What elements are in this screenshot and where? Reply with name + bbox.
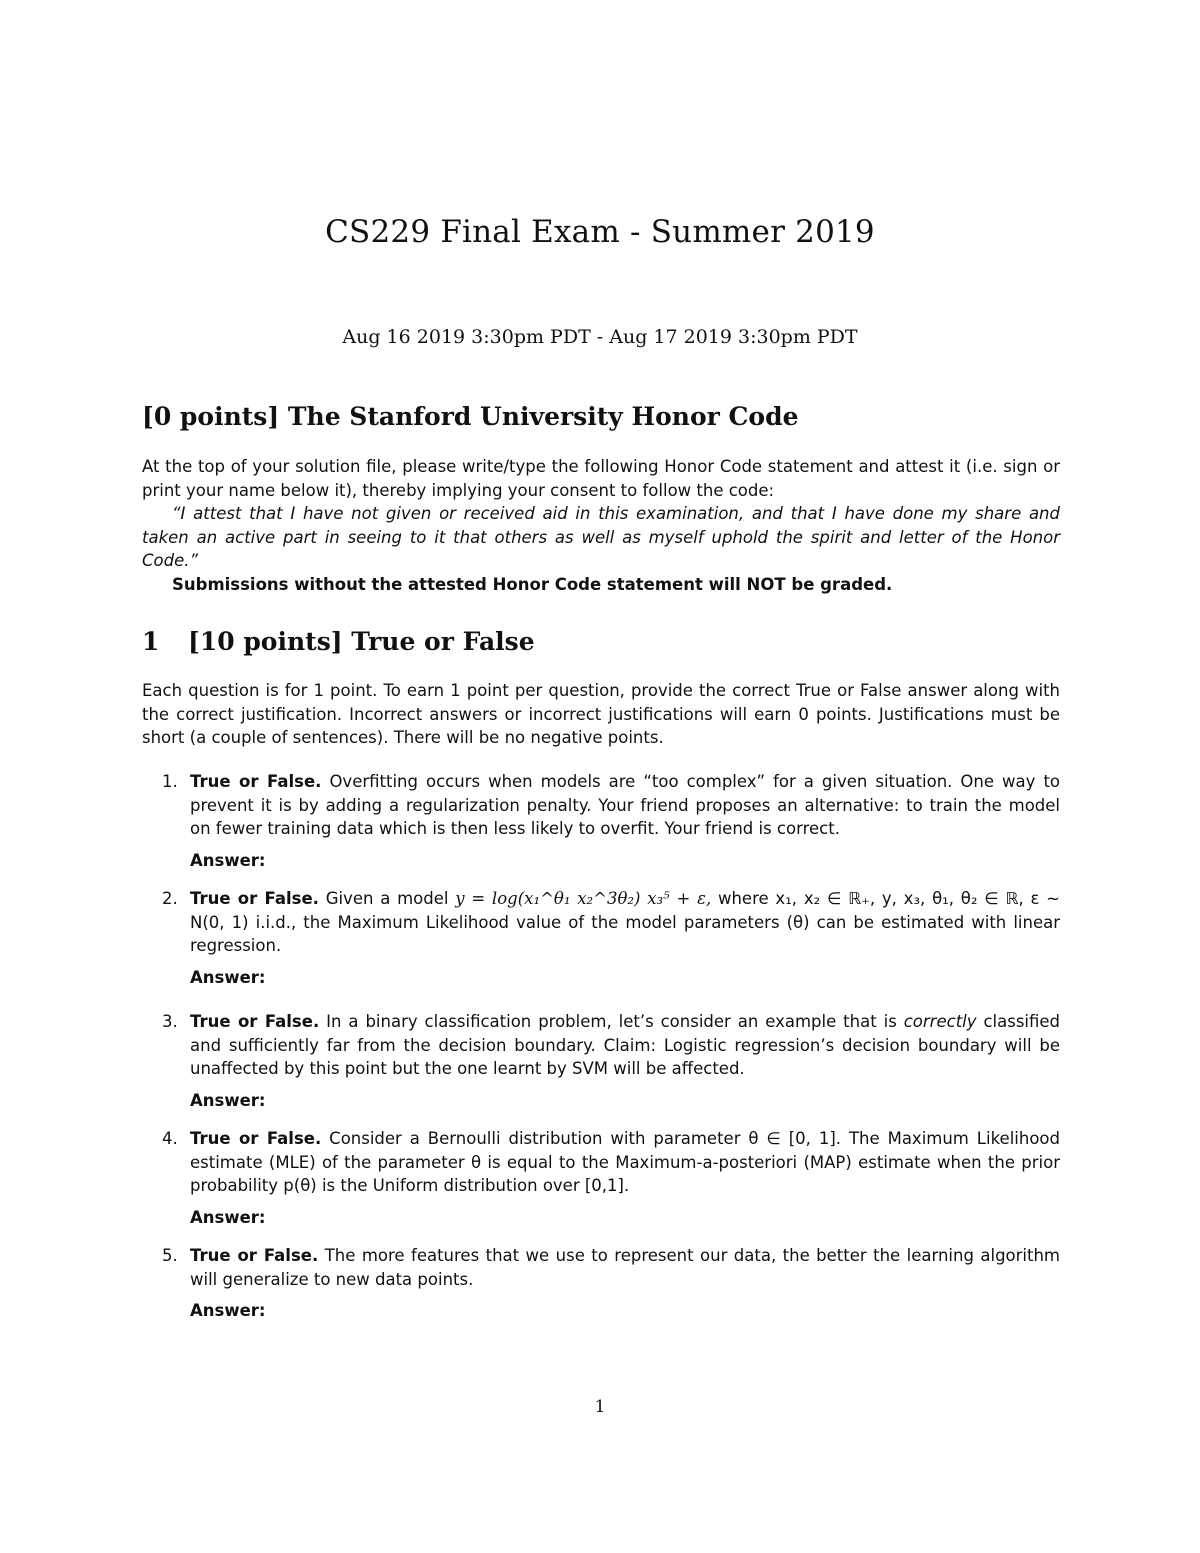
answer-label: Answer: xyxy=(190,850,266,870)
honor-code-block xyxy=(142,455,1060,596)
question-1 xyxy=(162,770,1060,872)
question-2 xyxy=(162,887,1060,989)
question-text-a: Given a model xyxy=(325,889,449,908)
true-or-false-label: True or False. xyxy=(190,1129,322,1148)
question-number: 3. xyxy=(162,1012,178,1031)
page-number: 1 xyxy=(594,1397,606,1417)
emphasis-text: correctly xyxy=(903,1012,977,1031)
question-body xyxy=(190,1010,1060,1081)
section-title: [10 points] True or False xyxy=(188,627,535,656)
question-number: 2. xyxy=(162,889,178,908)
section-1-heading xyxy=(142,627,535,656)
question-number: 4. xyxy=(162,1129,178,1148)
question-text-b: where x₁, x₂ ∈ ℝ₊, y, x₃, θ₁, θ₂ ∈ ℝ, ε ∼ N(0, 1) i.i.d., the Maximum Likelihood value of the model parameters (θ) can be estimated with linear regression. xyxy=(190,889,1061,955)
honor-code-intro: At the top of your solution file, please write/type the following Honor Code statement and attest it (i.e. sign or print your name below it), thereby implying your consent to follow the code: xyxy=(142,457,1060,500)
answer-label: Answer: xyxy=(190,1090,266,1110)
question-text-b: classified and sufficiently far from the decision boundary. Claim: Logistic regression’s decision boundary will be unaffected by this point but the one learnt by SVM will be affected. xyxy=(190,1012,1061,1078)
answer-label: Answer: xyxy=(190,1207,266,1227)
question-number: 5. xyxy=(162,1246,178,1265)
honor-code-heading: [0 points] The Stanford University Honor Code xyxy=(142,402,799,431)
question-5 xyxy=(162,1244,1060,1323)
honor-code-quote: “I attest that I have not given or received aid in this examination, and that I have done my share and taken an active part in seeing to it that others as well as myself uphold the spirit and letter of the Honor Code.” xyxy=(142,504,1060,570)
question-text-a: In a binary classification problem, let’s consider an example that is xyxy=(326,1012,897,1031)
question-number: 1. xyxy=(162,772,178,791)
true-or-false-label: True or False. xyxy=(190,1246,319,1265)
question-body xyxy=(190,1244,1060,1291)
question-text: Consider a Bernoulli distribution with parameter θ ∈ [0, 1]. The Maximum Likelihood estimate (MLE) of the parameter θ is equal to the Maximum-a-posteriori (MAP) estimate when the prior probability p(θ) is the Uniform distribution over [0,1]. xyxy=(190,1129,1060,1195)
question-body xyxy=(190,1127,1060,1198)
page-title: CS229 Final Exam - Summer 2019 xyxy=(325,214,875,250)
question-text: The more features that we use to represent our data, the better the learning algorithm will generalize to new data points. xyxy=(190,1246,1061,1289)
question-body xyxy=(190,770,1060,841)
exam-date-range: Aug 16 2019 3:30pm PDT - Aug 17 2019 3:30pm PDT xyxy=(342,326,858,348)
question-body xyxy=(190,887,1060,958)
model-formula: y = log(x₁^θ₁ x₂^3θ₂) x₃⁵ + ε, xyxy=(455,889,712,908)
question-text: Overfitting occurs when models are “too complex” for a given situation. One way to prevent it is by adding a regularization penalty. Your friend proposes an alternative: to train the model on fewer training data which is then less likely to overfit. Your friend is correct. xyxy=(190,772,1061,838)
section-number: 1 xyxy=(142,627,160,656)
question-3 xyxy=(162,1010,1060,1112)
true-or-false-label: True or False. xyxy=(190,1012,320,1031)
answer-label: Answer: xyxy=(190,1301,266,1320)
answer-label: Answer: xyxy=(190,967,266,987)
honor-code-warning: Submissions without the attested Honor Code statement will NOT be graded. xyxy=(172,574,893,594)
section-1-intro: Each question is for 1 point. To earn 1 point per question, provide the correct True or False answer along with the correct justification. Incorrect answers or incorrect justifications will earn 0 points. Justifications must be short (a couple of sentences). There will be no negative points. xyxy=(142,681,1060,747)
true-or-false-label: True or False. xyxy=(190,889,319,908)
question-4 xyxy=(162,1127,1060,1229)
true-or-false-label: True or False. xyxy=(190,772,322,791)
